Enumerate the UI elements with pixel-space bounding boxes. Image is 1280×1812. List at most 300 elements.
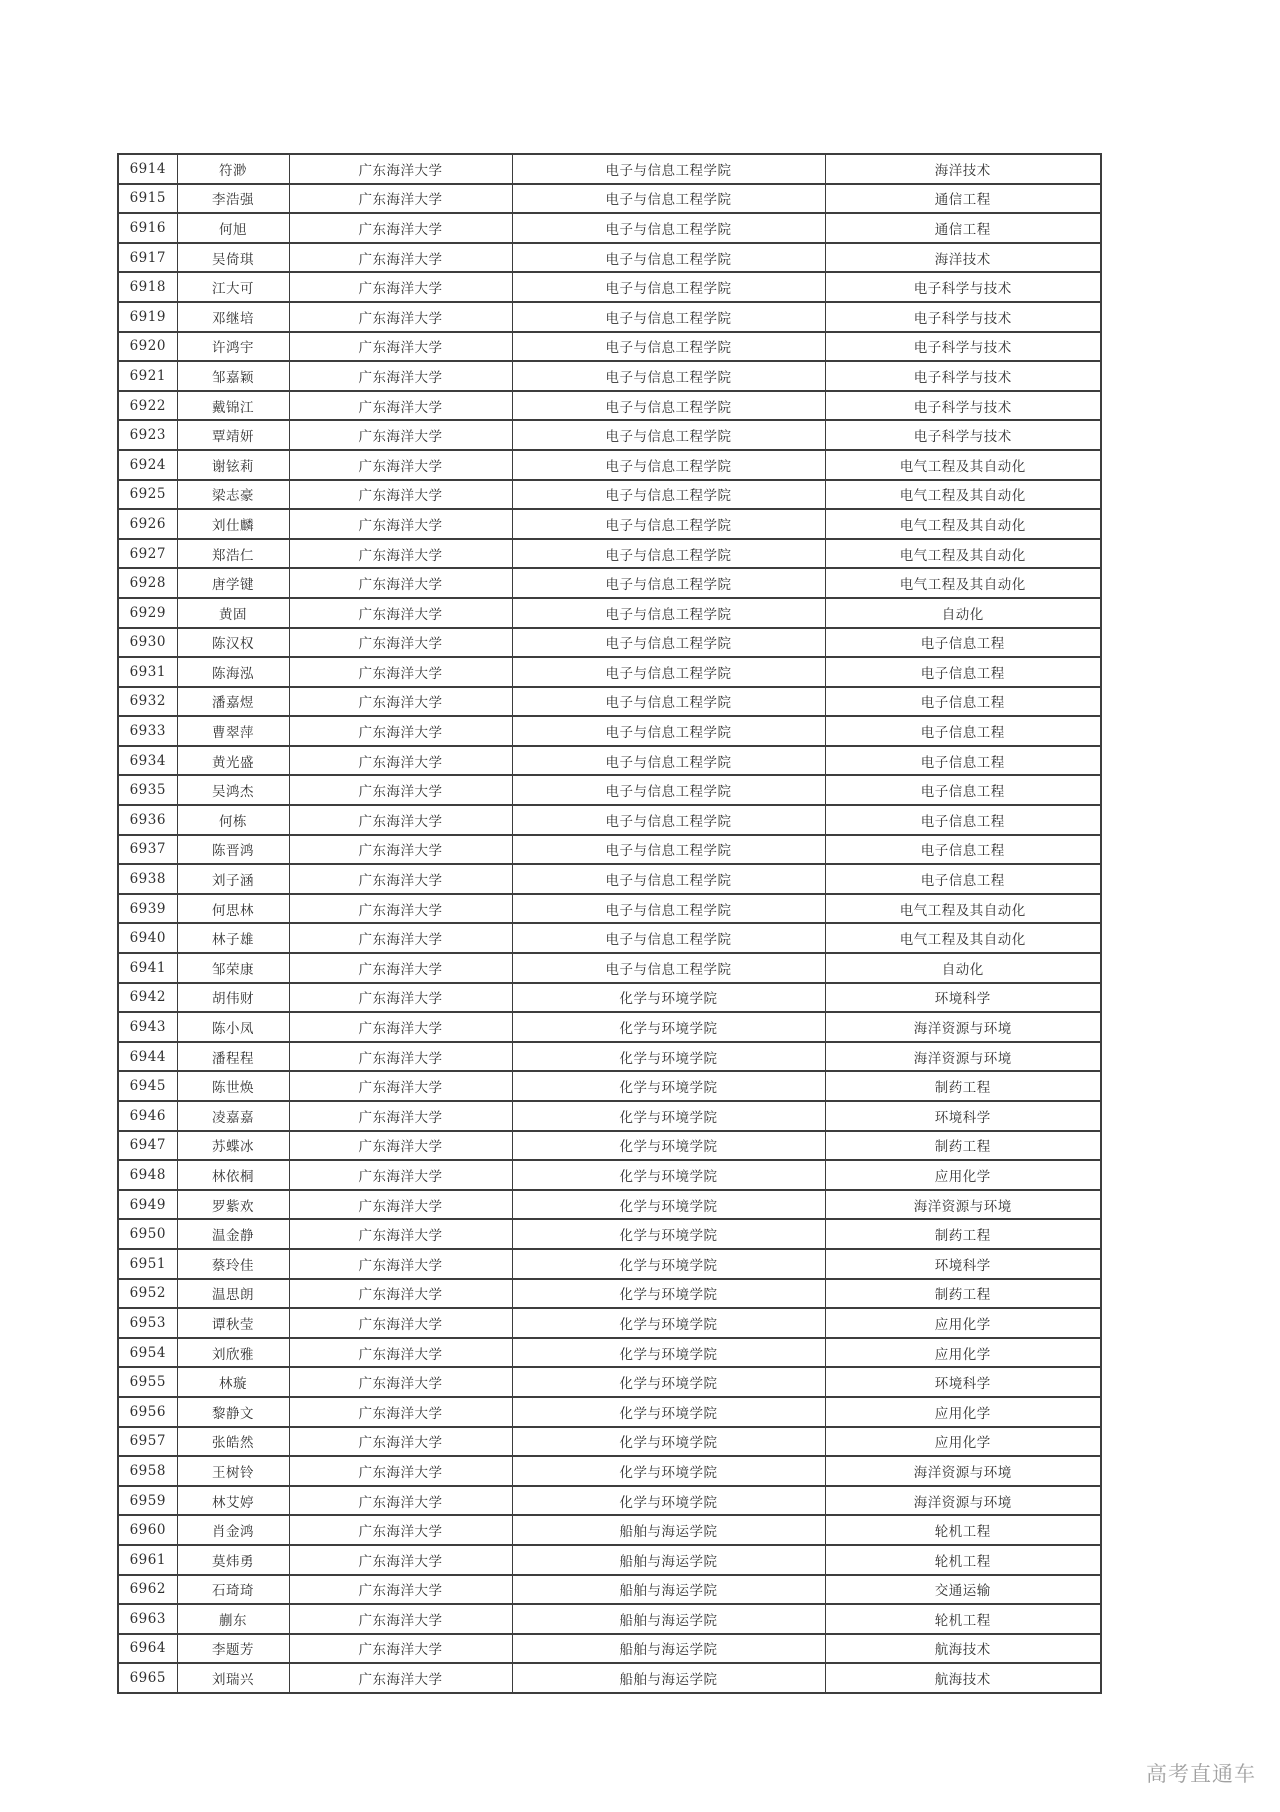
cell-major: 海洋技术 xyxy=(825,243,1101,273)
cell-major: 环境科学 xyxy=(825,1367,1101,1397)
cell-major: 航海技术 xyxy=(825,1663,1101,1693)
cell-college: 电子与信息工程学院 xyxy=(512,687,825,717)
cell-major: 电子信息工程 xyxy=(825,835,1101,865)
cell-major: 电子信息工程 xyxy=(825,864,1101,894)
table-row xyxy=(118,539,1101,569)
cell-university: 广东海洋大学 xyxy=(289,1634,512,1664)
cell-major: 制药工程 xyxy=(825,1279,1101,1309)
cell-college: 电子与信息工程学院 xyxy=(512,805,825,835)
table-row xyxy=(118,923,1101,953)
cell-name: 江大可 xyxy=(177,272,289,302)
cell-id: 6915 xyxy=(118,184,177,214)
cell-name: 陈海泓 xyxy=(177,657,289,687)
cell-university: 广东海洋大学 xyxy=(289,1279,512,1309)
cell-id: 6961 xyxy=(118,1545,177,1575)
cell-name: 黄光盛 xyxy=(177,746,289,776)
table-row xyxy=(118,1219,1101,1249)
cell-id: 6930 xyxy=(118,628,177,658)
cell-name: 何栋 xyxy=(177,805,289,835)
cell-university: 广东海洋大学 xyxy=(289,1012,512,1042)
cell-major: 航海技术 xyxy=(825,1634,1101,1664)
cell-id: 6940 xyxy=(118,923,177,953)
cell-college: 电子与信息工程学院 xyxy=(512,420,825,450)
cell-major: 电气工程及其自动化 xyxy=(825,568,1101,598)
table-row xyxy=(118,1012,1101,1042)
cell-college: 电子与信息工程学院 xyxy=(512,864,825,894)
cell-college: 电子与信息工程学院 xyxy=(512,746,825,776)
cell-major: 电子科学与技术 xyxy=(825,361,1101,391)
cell-name: 罗紫欢 xyxy=(177,1190,289,1220)
table-row xyxy=(118,420,1101,450)
cell-university: 广东海洋大学 xyxy=(289,687,512,717)
table-row xyxy=(118,1397,1101,1427)
cell-id: 6929 xyxy=(118,598,177,628)
cell-id: 6941 xyxy=(118,953,177,983)
table-row xyxy=(118,598,1101,628)
cell-college: 化学与环境学院 xyxy=(512,1367,825,1397)
cell-id: 6958 xyxy=(118,1456,177,1486)
cell-name: 何思林 xyxy=(177,894,289,924)
cell-university: 广东海洋大学 xyxy=(289,1397,512,1427)
cell-id: 6959 xyxy=(118,1486,177,1516)
cell-name: 刘仕麟 xyxy=(177,509,289,539)
cell-university: 广东海洋大学 xyxy=(289,1486,512,1516)
cell-college: 船舶与海运学院 xyxy=(512,1663,825,1693)
cell-university: 广东海洋大学 xyxy=(289,1308,512,1338)
cell-major: 电子科学与技术 xyxy=(825,391,1101,421)
table-row xyxy=(118,835,1101,865)
cell-college: 船舶与海运学院 xyxy=(512,1634,825,1664)
table-row xyxy=(118,864,1101,894)
cell-major: 环境科学 xyxy=(825,1249,1101,1279)
cell-university: 广东海洋大学 xyxy=(289,243,512,273)
cell-name: 潘嘉煜 xyxy=(177,687,289,717)
cell-name: 郑浩仁 xyxy=(177,539,289,569)
cell-id: 6944 xyxy=(118,1042,177,1072)
cell-major: 应用化学 xyxy=(825,1427,1101,1457)
cell-id: 6939 xyxy=(118,894,177,924)
cell-id: 6943 xyxy=(118,1012,177,1042)
cell-college: 船舶与海运学院 xyxy=(512,1545,825,1575)
cell-id: 6933 xyxy=(118,716,177,746)
cell-id: 6920 xyxy=(118,332,177,362)
cell-name: 莫炜勇 xyxy=(177,1545,289,1575)
cell-university: 广东海洋大学 xyxy=(289,272,512,302)
cell-name: 邹荣康 xyxy=(177,953,289,983)
cell-university: 广东海洋大学 xyxy=(289,1575,512,1605)
cell-college: 电子与信息工程学院 xyxy=(512,184,825,214)
table-row xyxy=(118,1575,1101,1605)
cell-name: 林璇 xyxy=(177,1367,289,1397)
cell-major: 通信工程 xyxy=(825,213,1101,243)
cell-major: 制药工程 xyxy=(825,1071,1101,1101)
cell-college: 化学与环境学院 xyxy=(512,1249,825,1279)
cell-college: 电子与信息工程学院 xyxy=(512,568,825,598)
table-row xyxy=(118,1486,1101,1516)
cell-id: 6934 xyxy=(118,746,177,776)
cell-major: 电子信息工程 xyxy=(825,716,1101,746)
cell-id: 6921 xyxy=(118,361,177,391)
cell-id: 6914 xyxy=(118,154,177,184)
cell-name: 张皓然 xyxy=(177,1427,289,1457)
cell-id: 6916 xyxy=(118,213,177,243)
cell-major: 轮机工程 xyxy=(825,1515,1101,1545)
cell-university: 广东海洋大学 xyxy=(289,450,512,480)
table-row xyxy=(118,687,1101,717)
cell-id: 6945 xyxy=(118,1071,177,1101)
table-row xyxy=(118,302,1101,332)
cell-university: 广东海洋大学 xyxy=(289,1456,512,1486)
table-row xyxy=(118,450,1101,480)
cell-name: 肖金鸿 xyxy=(177,1515,289,1545)
cell-major: 通信工程 xyxy=(825,184,1101,214)
cell-college: 化学与环境学院 xyxy=(512,1397,825,1427)
cell-major: 制药工程 xyxy=(825,1219,1101,1249)
cell-major: 制药工程 xyxy=(825,1131,1101,1161)
cell-major: 电气工程及其自动化 xyxy=(825,480,1101,510)
cell-major: 海洋资源与环境 xyxy=(825,1486,1101,1516)
cell-major: 电子信息工程 xyxy=(825,657,1101,687)
table-row xyxy=(118,272,1101,302)
cell-major: 电子科学与技术 xyxy=(825,332,1101,362)
cell-university: 广东海洋大学 xyxy=(289,923,512,953)
cell-name: 蒯东 xyxy=(177,1604,289,1634)
cell-major: 应用化学 xyxy=(825,1308,1101,1338)
cell-college: 化学与环境学院 xyxy=(512,1219,825,1249)
cell-college: 电子与信息工程学院 xyxy=(512,835,825,865)
cell-major: 电气工程及其自动化 xyxy=(825,894,1101,924)
cell-university: 广东海洋大学 xyxy=(289,332,512,362)
cell-university: 广东海洋大学 xyxy=(289,1101,512,1131)
table-row xyxy=(118,775,1101,805)
table-row xyxy=(118,1515,1101,1545)
cell-name: 戴锦江 xyxy=(177,391,289,421)
cell-major: 环境科学 xyxy=(825,1101,1101,1131)
cell-id: 6956 xyxy=(118,1397,177,1427)
cell-major: 电子信息工程 xyxy=(825,775,1101,805)
table-row xyxy=(118,983,1101,1013)
cell-college: 电子与信息工程学院 xyxy=(512,598,825,628)
table-row xyxy=(118,184,1101,214)
cell-college: 化学与环境学院 xyxy=(512,1456,825,1486)
cell-university: 广东海洋大学 xyxy=(289,953,512,983)
cell-college: 电子与信息工程学院 xyxy=(512,894,825,924)
cell-college: 电子与信息工程学院 xyxy=(512,361,825,391)
cell-university: 广东海洋大学 xyxy=(289,983,512,1013)
cell-name: 邹嘉颖 xyxy=(177,361,289,391)
cell-university: 广东海洋大学 xyxy=(289,480,512,510)
cell-major: 电气工程及其自动化 xyxy=(825,450,1101,480)
cell-name: 吴倚琪 xyxy=(177,243,289,273)
cell-university: 广东海洋大学 xyxy=(289,657,512,687)
roster-table-body xyxy=(118,154,1101,1693)
cell-id: 6964 xyxy=(118,1634,177,1664)
cell-name: 符渺 xyxy=(177,154,289,184)
cell-major: 电子信息工程 xyxy=(825,687,1101,717)
cell-college: 电子与信息工程学院 xyxy=(512,539,825,569)
table-row xyxy=(118,1634,1101,1664)
cell-name: 温金静 xyxy=(177,1219,289,1249)
cell-college: 电子与信息工程学院 xyxy=(512,332,825,362)
cell-major: 环境科学 xyxy=(825,983,1101,1013)
cell-name: 陈晋鸿 xyxy=(177,835,289,865)
watermark: 高考直通车 xyxy=(1146,1762,1256,1786)
table-row xyxy=(118,1545,1101,1575)
cell-college: 化学与环境学院 xyxy=(512,1101,825,1131)
table-row xyxy=(118,1160,1101,1190)
cell-university: 广东海洋大学 xyxy=(289,1249,512,1279)
cell-id: 6937 xyxy=(118,835,177,865)
cell-id: 6951 xyxy=(118,1249,177,1279)
cell-college: 化学与环境学院 xyxy=(512,1427,825,1457)
table-row xyxy=(118,1042,1101,1072)
cell-name: 刘瑞兴 xyxy=(177,1663,289,1693)
cell-college: 船舶与海运学院 xyxy=(512,1604,825,1634)
cell-college: 化学与环境学院 xyxy=(512,1338,825,1368)
cell-name: 陈汉权 xyxy=(177,628,289,658)
cell-university: 广东海洋大学 xyxy=(289,1338,512,1368)
table-row xyxy=(118,716,1101,746)
table-row xyxy=(118,953,1101,983)
cell-college: 电子与信息工程学院 xyxy=(512,628,825,658)
cell-college: 化学与环境学院 xyxy=(512,1131,825,1161)
cell-college: 电子与信息工程学院 xyxy=(512,480,825,510)
cell-university: 广东海洋大学 xyxy=(289,598,512,628)
cell-name: 陈小凤 xyxy=(177,1012,289,1042)
cell-college: 化学与环境学院 xyxy=(512,1279,825,1309)
cell-university: 广东海洋大学 xyxy=(289,539,512,569)
table-row xyxy=(118,568,1101,598)
cell-id: 6927 xyxy=(118,539,177,569)
cell-university: 广东海洋大学 xyxy=(289,1663,512,1693)
cell-university: 广东海洋大学 xyxy=(289,361,512,391)
cell-university: 广东海洋大学 xyxy=(289,1071,512,1101)
cell-college: 电子与信息工程学院 xyxy=(512,302,825,332)
cell-name: 唐学键 xyxy=(177,568,289,598)
cell-name: 邓继培 xyxy=(177,302,289,332)
cell-name: 陈世焕 xyxy=(177,1071,289,1101)
cell-university: 广东海洋大学 xyxy=(289,1427,512,1457)
table-row xyxy=(118,1663,1101,1693)
cell-name: 凌嘉嘉 xyxy=(177,1101,289,1131)
table-row xyxy=(118,391,1101,421)
cell-university: 广东海洋大学 xyxy=(289,1160,512,1190)
cell-major: 海洋资源与环境 xyxy=(825,1012,1101,1042)
cell-major: 电气工程及其自动化 xyxy=(825,539,1101,569)
cell-university: 广东海洋大学 xyxy=(289,302,512,332)
table-row xyxy=(118,1249,1101,1279)
cell-college: 化学与环境学院 xyxy=(512,1071,825,1101)
cell-id: 6925 xyxy=(118,480,177,510)
table-row xyxy=(118,1190,1101,1220)
table-row xyxy=(118,213,1101,243)
cell-name: 蔡玲佳 xyxy=(177,1249,289,1279)
cell-college: 化学与环境学院 xyxy=(512,1160,825,1190)
cell-college: 电子与信息工程学院 xyxy=(512,272,825,302)
table-row xyxy=(118,1427,1101,1457)
cell-id: 6924 xyxy=(118,450,177,480)
cell-university: 广东海洋大学 xyxy=(289,1604,512,1634)
cell-id: 6935 xyxy=(118,775,177,805)
cell-college: 船舶与海运学院 xyxy=(512,1575,825,1605)
cell-major: 电气工程及其自动化 xyxy=(825,923,1101,953)
cell-name: 潘程程 xyxy=(177,1042,289,1072)
cell-university: 广东海洋大学 xyxy=(289,184,512,214)
cell-name: 李浩强 xyxy=(177,184,289,214)
cell-major: 电子科学与技术 xyxy=(825,302,1101,332)
table-row xyxy=(118,746,1101,776)
cell-id: 6950 xyxy=(118,1219,177,1249)
cell-major: 电子科学与技术 xyxy=(825,272,1101,302)
cell-major: 应用化学 xyxy=(825,1160,1101,1190)
cell-id: 6946 xyxy=(118,1101,177,1131)
cell-university: 广东海洋大学 xyxy=(289,1367,512,1397)
table-row xyxy=(118,1308,1101,1338)
cell-university: 广东海洋大学 xyxy=(289,746,512,776)
cell-name: 何旭 xyxy=(177,213,289,243)
cell-university: 广东海洋大学 xyxy=(289,154,512,184)
cell-name: 梁志豪 xyxy=(177,480,289,510)
cell-college: 电子与信息工程学院 xyxy=(512,775,825,805)
cell-major: 轮机工程 xyxy=(825,1545,1101,1575)
cell-college: 化学与环境学院 xyxy=(512,1486,825,1516)
cell-college: 电子与信息工程学院 xyxy=(512,391,825,421)
table-row xyxy=(118,332,1101,362)
cell-college: 电子与信息工程学院 xyxy=(512,213,825,243)
table-row xyxy=(118,894,1101,924)
cell-id: 6919 xyxy=(118,302,177,332)
cell-college: 电子与信息工程学院 xyxy=(512,716,825,746)
table-row xyxy=(118,1604,1101,1634)
table-row xyxy=(118,657,1101,687)
cell-university: 广东海洋大学 xyxy=(289,805,512,835)
cell-id: 6917 xyxy=(118,243,177,273)
cell-name: 胡伟财 xyxy=(177,983,289,1013)
cell-major: 电气工程及其自动化 xyxy=(825,509,1101,539)
cell-major: 电子信息工程 xyxy=(825,746,1101,776)
cell-major: 应用化学 xyxy=(825,1397,1101,1427)
cell-major: 轮机工程 xyxy=(825,1604,1101,1634)
cell-name: 林艾婷 xyxy=(177,1486,289,1516)
cell-name: 林依桐 xyxy=(177,1160,289,1190)
cell-college: 电子与信息工程学院 xyxy=(512,657,825,687)
cell-college: 电子与信息工程学院 xyxy=(512,243,825,273)
cell-university: 广东海洋大学 xyxy=(289,1190,512,1220)
cell-id: 6936 xyxy=(118,805,177,835)
table-row xyxy=(118,805,1101,835)
cell-id: 6954 xyxy=(118,1338,177,1368)
cell-name: 刘子涵 xyxy=(177,864,289,894)
cell-college: 化学与环境学院 xyxy=(512,1042,825,1072)
table-row xyxy=(118,243,1101,273)
cell-college: 电子与信息工程学院 xyxy=(512,154,825,184)
cell-major: 海洋资源与环境 xyxy=(825,1042,1101,1072)
table-row xyxy=(118,1456,1101,1486)
student-roster-table xyxy=(117,153,1102,1694)
table-row xyxy=(118,480,1101,510)
cell-name: 温思朗 xyxy=(177,1279,289,1309)
cell-university: 广东海洋大学 xyxy=(289,420,512,450)
cell-name: 李题芳 xyxy=(177,1634,289,1664)
table-row xyxy=(118,361,1101,391)
cell-id: 6960 xyxy=(118,1515,177,1545)
cell-college: 电子与信息工程学院 xyxy=(512,450,825,480)
cell-id: 6922 xyxy=(118,391,177,421)
cell-id: 6918 xyxy=(118,272,177,302)
cell-id: 6932 xyxy=(118,687,177,717)
cell-id: 6926 xyxy=(118,509,177,539)
cell-name: 曹翠萍 xyxy=(177,716,289,746)
table-row xyxy=(118,1279,1101,1309)
cell-id: 6947 xyxy=(118,1131,177,1161)
cell-id: 6962 xyxy=(118,1575,177,1605)
cell-major: 电子信息工程 xyxy=(825,805,1101,835)
cell-major: 交通运输 xyxy=(825,1575,1101,1605)
table-row xyxy=(118,628,1101,658)
cell-college: 化学与环境学院 xyxy=(512,983,825,1013)
cell-id: 6931 xyxy=(118,657,177,687)
cell-name: 黄固 xyxy=(177,598,289,628)
cell-id: 6938 xyxy=(118,864,177,894)
cell-university: 广东海洋大学 xyxy=(289,391,512,421)
cell-id: 6955 xyxy=(118,1367,177,1397)
cell-name: 黎静文 xyxy=(177,1397,289,1427)
cell-university: 广东海洋大学 xyxy=(289,1515,512,1545)
table-row xyxy=(118,1338,1101,1368)
cell-university: 广东海洋大学 xyxy=(289,1131,512,1161)
cell-name: 王树铃 xyxy=(177,1456,289,1486)
cell-college: 电子与信息工程学院 xyxy=(512,923,825,953)
cell-university: 广东海洋大学 xyxy=(289,894,512,924)
table-row xyxy=(118,154,1101,184)
cell-university: 广东海洋大学 xyxy=(289,864,512,894)
cell-major: 应用化学 xyxy=(825,1338,1101,1368)
cell-name: 谢铉莉 xyxy=(177,450,289,480)
table-row xyxy=(118,1131,1101,1161)
cell-college: 化学与环境学院 xyxy=(512,1190,825,1220)
cell-university: 广东海洋大学 xyxy=(289,716,512,746)
cell-id: 6953 xyxy=(118,1308,177,1338)
cell-major: 海洋资源与环境 xyxy=(825,1190,1101,1220)
cell-id: 6963 xyxy=(118,1604,177,1634)
cell-id: 6957 xyxy=(118,1427,177,1457)
cell-university: 广东海洋大学 xyxy=(289,1219,512,1249)
table-row xyxy=(118,1101,1101,1131)
cell-name: 石琦琦 xyxy=(177,1575,289,1605)
cell-university: 广东海洋大学 xyxy=(289,568,512,598)
cell-id: 6952 xyxy=(118,1279,177,1309)
cell-university: 广东海洋大学 xyxy=(289,1042,512,1072)
cell-name: 覃靖妍 xyxy=(177,420,289,450)
cell-university: 广东海洋大学 xyxy=(289,1545,512,1575)
cell-major: 自动化 xyxy=(825,953,1101,983)
cell-university: 广东海洋大学 xyxy=(289,509,512,539)
cell-name: 林子雄 xyxy=(177,923,289,953)
cell-name: 刘欣雅 xyxy=(177,1338,289,1368)
cell-major: 自动化 xyxy=(825,598,1101,628)
cell-university: 广东海洋大学 xyxy=(289,835,512,865)
cell-university: 广东海洋大学 xyxy=(289,213,512,243)
cell-name: 苏蝶冰 xyxy=(177,1131,289,1161)
cell-id: 6923 xyxy=(118,420,177,450)
cell-college: 船舶与海运学院 xyxy=(512,1515,825,1545)
cell-college: 化学与环境学院 xyxy=(512,1012,825,1042)
cell-university: 广东海洋大学 xyxy=(289,775,512,805)
table-row xyxy=(118,509,1101,539)
cell-id: 6949 xyxy=(118,1190,177,1220)
table-row xyxy=(118,1367,1101,1397)
cell-name: 许鸿宇 xyxy=(177,332,289,362)
